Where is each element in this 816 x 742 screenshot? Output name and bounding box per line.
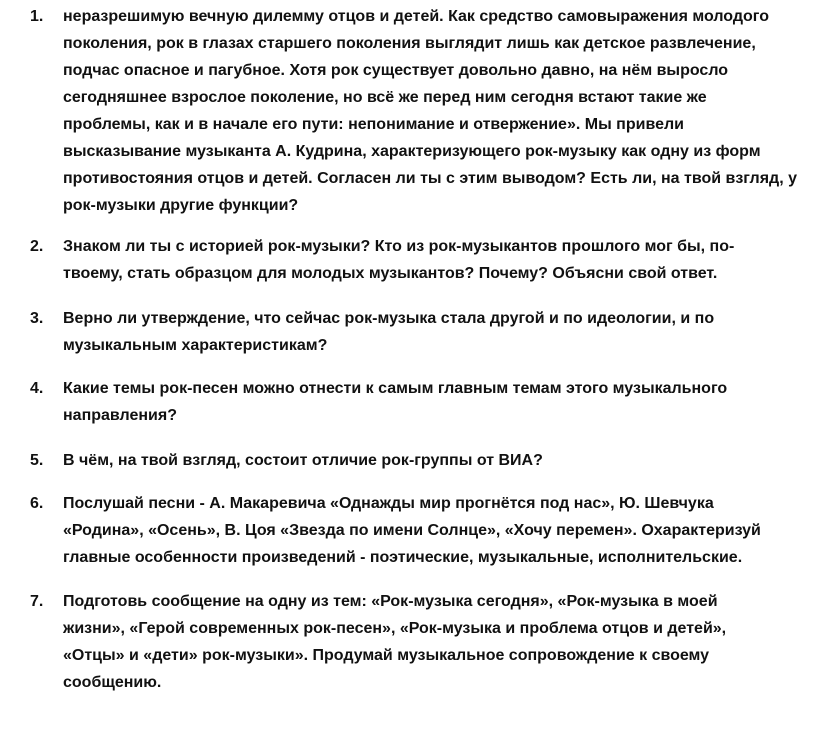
text-line: подчас опасное и пагубное. Хотя рок существует довольно давно, на нём выросло xyxy=(63,62,729,79)
text-line: рок-музыки другие функции? xyxy=(63,197,299,214)
text-line: высказывание музыканта А. Кудрина, характеризующего рок-музыку как одну из форм xyxy=(63,143,761,160)
item-number: 2. xyxy=(30,238,44,255)
item-text xyxy=(63,447,815,474)
text-line: Подготовь сообщение на одну из тем: «Рок-музыка сегодня», «Рок-музыка в моей xyxy=(63,593,718,610)
text-line: поколения, рок в глазах старшего поколения выглядит лишь как детское развлечение, xyxy=(63,35,756,52)
text-line: Знаком ли ты с историей рок-музыки? Кто из рок-музыкантов прошлого мог бы, по- xyxy=(63,238,735,255)
text-line: неразрешимую вечную дилемму отцов и детей. Как средство самовыражения молодого xyxy=(63,8,770,25)
item-number: 1. xyxy=(30,8,44,25)
item-text xyxy=(63,588,815,696)
text-line: Верно ли утверждение, что сейчас рок-музыка стала другой и по идеологии, и по xyxy=(63,310,715,327)
item-text xyxy=(63,233,815,287)
text-line: Какие темы рок-песен можно отнести к самым главным темам этого музыкального xyxy=(63,380,728,397)
text-line: жизни», «Герой современных рок-песен», «Рок-музыка и проблема отцов и детей», xyxy=(63,620,727,637)
item-text xyxy=(63,3,815,219)
text-line: «Родина», «Осень», В. Цоя «Звезда по имени Солнце», «Хочу перемен». Охарактеризуй xyxy=(63,522,761,539)
text-line: сегодняшнее взрослое поколение, но всё же перед ним сегодня встают такие же xyxy=(63,89,707,106)
item-text xyxy=(63,490,815,571)
item-number: 4. xyxy=(30,380,44,397)
item-number: 3. xyxy=(30,310,44,327)
item-number: 7. xyxy=(30,593,44,610)
text-line: главные особенности произведений - поэтические, музыкальные, исполнительские. xyxy=(63,549,743,566)
text-line: Послушай песни - А. Макаревича «Однажды мир прогнётся под нас», Ю. Шевчука xyxy=(63,495,714,512)
text-line: направления? xyxy=(63,407,177,424)
text-line: музыкальным характеристикам? xyxy=(63,337,328,354)
text-line: «Отцы» и «дети» рок-музыки». Продумай музыкальное сопровождение к своему xyxy=(63,647,710,664)
text-line: сообщению. xyxy=(63,674,162,691)
text-line: противостояния отцов и детей. Согласен ли ты с этим выводом? Есть ли, на твой взгляд, у xyxy=(63,170,797,187)
item-number: 6. xyxy=(30,495,44,512)
item-text xyxy=(63,305,815,359)
item-number: 5. xyxy=(30,452,44,469)
item-text xyxy=(63,375,815,429)
text-line: В чём, на твой взгляд, состоит отличие рок-группы от ВИА? xyxy=(63,452,543,469)
text-line: проблемы, как и в начале его пути: непонимание и отвержение». Мы привели xyxy=(63,116,684,133)
text-line: твоему, стать образцом для молодых музыкантов? Почему? Объясни свой ответ. xyxy=(63,265,718,282)
